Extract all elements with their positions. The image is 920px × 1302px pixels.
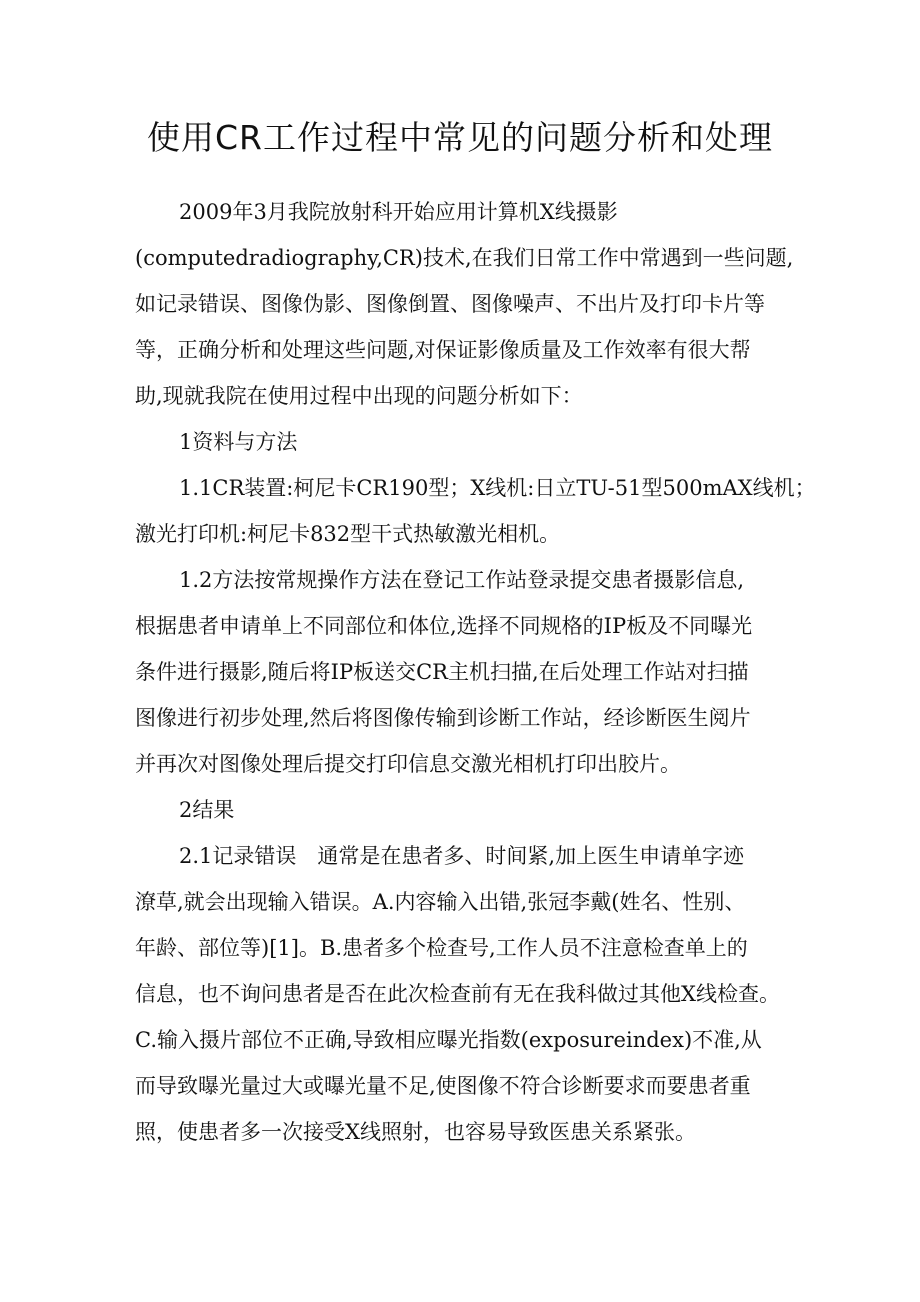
- paragraph: [135, 564, 795, 794]
- document-body: [135, 196, 816, 1162]
- text-line: 潦草,就会出现输入错误。A.内容输入出错,张冠李戴(姓名、性别、: [135, 890, 746, 914]
- text-line: (computedradiography,CR)技术,在我们日常工作中常遇到一些问题,: [135, 246, 794, 270]
- text-line: 激光打印机:柯尼卡832型干式热敏激光相机。: [135, 522, 561, 546]
- text-line: 年龄、部位等)[1]。B.患者多个检查号,工作人员不注意检查单上的: [135, 936, 748, 960]
- text-line: 如记录错误、图像伪影、图像倒置、图像噪声、不出片及打印卡片等: [135, 292, 765, 316]
- document-title: 使用CR工作过程中常见的问题分析和处理: [147, 118, 773, 157]
- text-line: 1.2方法按常规操作方法在登记工作站登录提交患者摄影信息,: [179, 568, 745, 592]
- text-line: 1资料与方法: [179, 430, 298, 454]
- text-line: 并再次对图像处理后提交打印信息交激光相机打印出胶片。: [135, 752, 681, 776]
- text-line: 2009年3月我院放射科开始应用计算机X线摄影: [179, 200, 618, 224]
- text-line: C.输入摄片部位不正确,导致相应曝光指数(exposureindex)不准,从: [135, 1028, 762, 1052]
- text-line: 2结果: [179, 798, 235, 822]
- text-line: 而导致曝光量过大或曝光量不足,使图像不符合诊断要求而要患者重: [135, 1074, 751, 1098]
- text-line: 条件进行摄影,随后将IP板送交CR主机扫描,在后处理工作站对扫描: [135, 660, 749, 684]
- paragraph: [135, 840, 795, 1162]
- text-line: 1.1CR装置:柯尼卡CR190型；X线机:日立TU-51型500mAX线机；: [179, 476, 816, 500]
- paragraph: [135, 472, 816, 564]
- text-line: 信息，也不询问患者是否在此次检查前有无在我科做过其他X线检查。: [135, 982, 780, 1006]
- paragraph: [135, 196, 795, 426]
- text-line: 照，使患者多一次接受X线照射，也容易导致医患关系紧张。: [135, 1120, 696, 1144]
- paragraph: [135, 426, 795, 472]
- text-line: 助,现就我院在使用过程中出现的问题分析如下：: [135, 384, 583, 408]
- text-line: 等，正确分析和处理这些问题,对保证影像质量及工作效率有很大帮: [135, 338, 751, 362]
- paragraph: [135, 794, 795, 840]
- text-line: 图像进行初步处理,然后将图像传输到诊断工作站，经诊断医生阅片: [135, 706, 751, 730]
- text-line: 2.1记录错误 通常是在患者多、时间紧,加上医生申请单字迹: [179, 844, 745, 868]
- text-line: 根据患者申请单上不同部位和体位,选择不同规格的IP板及不同曝光: [135, 614, 753, 638]
